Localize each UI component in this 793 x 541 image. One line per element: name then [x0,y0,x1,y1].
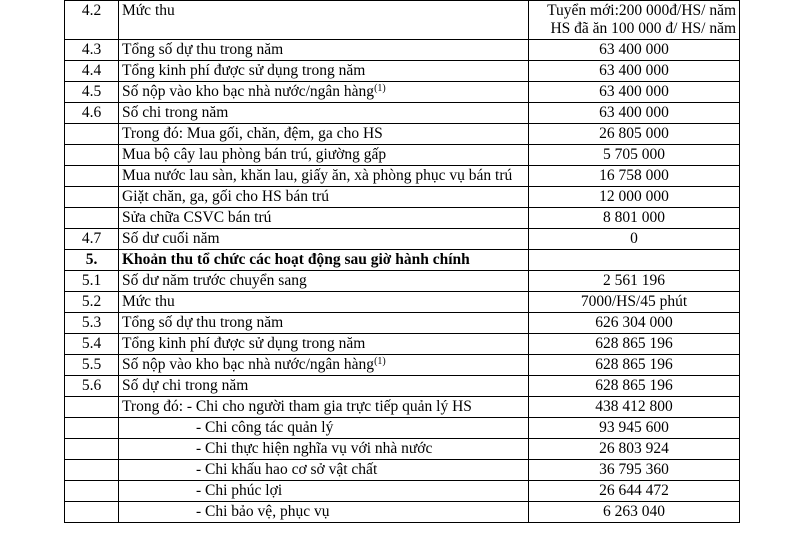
row-amount: 628 865 196 [529,376,740,397]
row-amount: 63 400 000 [529,40,740,61]
table-row [65,208,740,229]
row-content [119,418,529,439]
table-row [65,355,740,376]
row-number: 5.1 [65,271,119,292]
row-number [65,460,119,481]
row-content-text: Số dư cuối năm [122,230,220,247]
table-body [65,0,740,523]
row-amount: 63 400 000 [529,103,740,124]
row-content-text: Sửa chữa CSVC bán trú [122,209,272,226]
row-amount: 628 865 196 [529,355,740,376]
row-amount: 36 795 360 [529,460,740,481]
row-content [119,313,529,334]
table-row [65,439,740,460]
table-row [65,502,740,523]
row-number [65,145,119,166]
table-row [65,334,740,355]
row-content [119,187,529,208]
row-amount: 8 801 000 [529,208,740,229]
row-content-text: Trong đó: - Chi cho người tham gia trực tiếp quản lý HS [122,398,472,415]
row-content [119,460,529,481]
row-amount: 26 803 924 [529,439,740,460]
row-amount: 93 945 600 [529,418,740,439]
budget-table [64,0,740,523]
table-row [65,460,740,481]
row-content [119,355,529,376]
row-amount: 63 400 000 [529,82,740,103]
row-amount: 12 000 000 [529,187,740,208]
row-number: 5. [65,250,119,271]
table-row [65,166,740,187]
row-content [119,292,529,313]
row-content-text: Tổng số dự thu trong năm [122,41,284,58]
row-content [119,229,529,250]
table-row [65,397,740,418]
row-content [119,481,529,502]
row-content [119,502,529,523]
row-content-text: Giặt chăn, ga, gối cho HS bán trú [122,188,330,205]
row-number [65,166,119,187]
table-row [65,481,740,502]
footnote-marker: (1) [374,83,386,94]
row-content-text: Số dự chi trong năm [122,377,249,394]
row-content-text: - Chi khấu hao cơ sở vật chất [196,461,378,478]
row-number [65,418,119,439]
row-number: 5.5 [65,355,119,376]
row-amount [529,250,740,271]
table-row [65,61,740,82]
row-amount: 26 644 472 [529,481,740,502]
row-number: 5.4 [65,334,119,355]
table-row [65,313,740,334]
table-row [65,1,740,40]
table-row [65,82,740,103]
row-content [119,103,529,124]
row-amount: Tuyển mới:200 000đ/HS/ năm HS đã ăn 100 000 đ/ HS/ năm [529,1,740,40]
table-row [65,124,740,145]
table-row [65,103,740,124]
row-number: 4.7 [65,229,119,250]
row-content-text: - Chi bảo vệ, phục vụ [196,503,330,520]
row-content-text: Số chi trong năm [122,104,229,121]
row-content-text: Mua nước lau sàn, khăn lau, giấy ăn, xà phòng phục vụ bán trú [122,167,513,184]
row-content [119,439,529,460]
row-amount: 2 561 196 [529,271,740,292]
row-content-text: - Chi phúc lợi [196,482,283,499]
footnote-marker: (1) [374,356,386,367]
table-row [65,187,740,208]
row-number [65,208,119,229]
row-number: 4.4 [65,61,119,82]
table-row [65,292,740,313]
row-content-text: - Chi công tác quản lý [196,419,334,436]
row-content [119,166,529,187]
row-number: 5.3 [65,313,119,334]
table-row [65,271,740,292]
row-content-text: Tổng kinh phí được sử dụng trong năm [122,62,366,79]
row-number: 4.5 [65,82,119,103]
row-content-text: Trong đó: Mua gối, chăn, đệm, ga cho HS [122,125,383,142]
table-row [65,145,740,166]
row-content [119,40,529,61]
row-number: 4.3 [65,40,119,61]
row-content [119,1,529,40]
row-amount: 63 400 000 [529,61,740,82]
row-content-text: Mức thu [122,2,175,19]
row-amount: 0 [529,229,740,250]
row-amount: 6 263 040 [529,502,740,523]
table-row [65,229,740,250]
row-content [119,376,529,397]
table-row [65,418,740,439]
row-content [119,82,529,103]
row-amount: 628 865 196 [529,334,740,355]
row-content-text: Khoản thu tổ chức các hoạt động sau giờ hành chính [122,251,470,268]
row-number [65,124,119,145]
row-content-text: Số nộp vào kho bạc nhà nước/ngân hàng [122,356,375,373]
row-content-text: Số dư năm trước chuyển sang [122,272,307,289]
row-content [119,250,529,271]
row-amount: 438 412 800 [529,397,740,418]
row-number: 4.6 [65,103,119,124]
row-content-text: - Chi thực hiện nghĩa vụ với nhà nước [196,440,433,457]
row-content-text: Tổng số dự thu trong năm [122,314,284,331]
row-content [119,145,529,166]
row-number [65,439,119,460]
row-number [65,397,119,418]
row-content [119,271,529,292]
row-number: 5.2 [65,292,119,313]
row-content [119,124,529,145]
row-number [65,481,119,502]
row-content-text: Số nộp vào kho bạc nhà nước/ngân hàng [122,83,375,100]
row-content [119,208,529,229]
row-number: 5.6 [65,376,119,397]
row-amount: 26 805 000 [529,124,740,145]
row-number: 4.2 [65,1,119,40]
table-row [65,40,740,61]
row-amount: 626 304 000 [529,313,740,334]
table-row [65,376,740,397]
row-content-text: Mức thu [122,293,175,310]
row-content-text: Tổng kinh phí được sử dụng trong năm [122,335,366,352]
row-amount: 16 758 000 [529,166,740,187]
row-number [65,502,119,523]
row-content [119,61,529,82]
row-amount: 5 705 000 [529,145,740,166]
row-content [119,334,529,355]
row-content-text: Mua bộ cây lau phòng bán trú, giường gấp [122,146,387,163]
row-number [65,187,119,208]
row-amount: 7000/HS/45 phút [529,292,740,313]
row-content [119,397,529,418]
table-row [65,250,740,271]
